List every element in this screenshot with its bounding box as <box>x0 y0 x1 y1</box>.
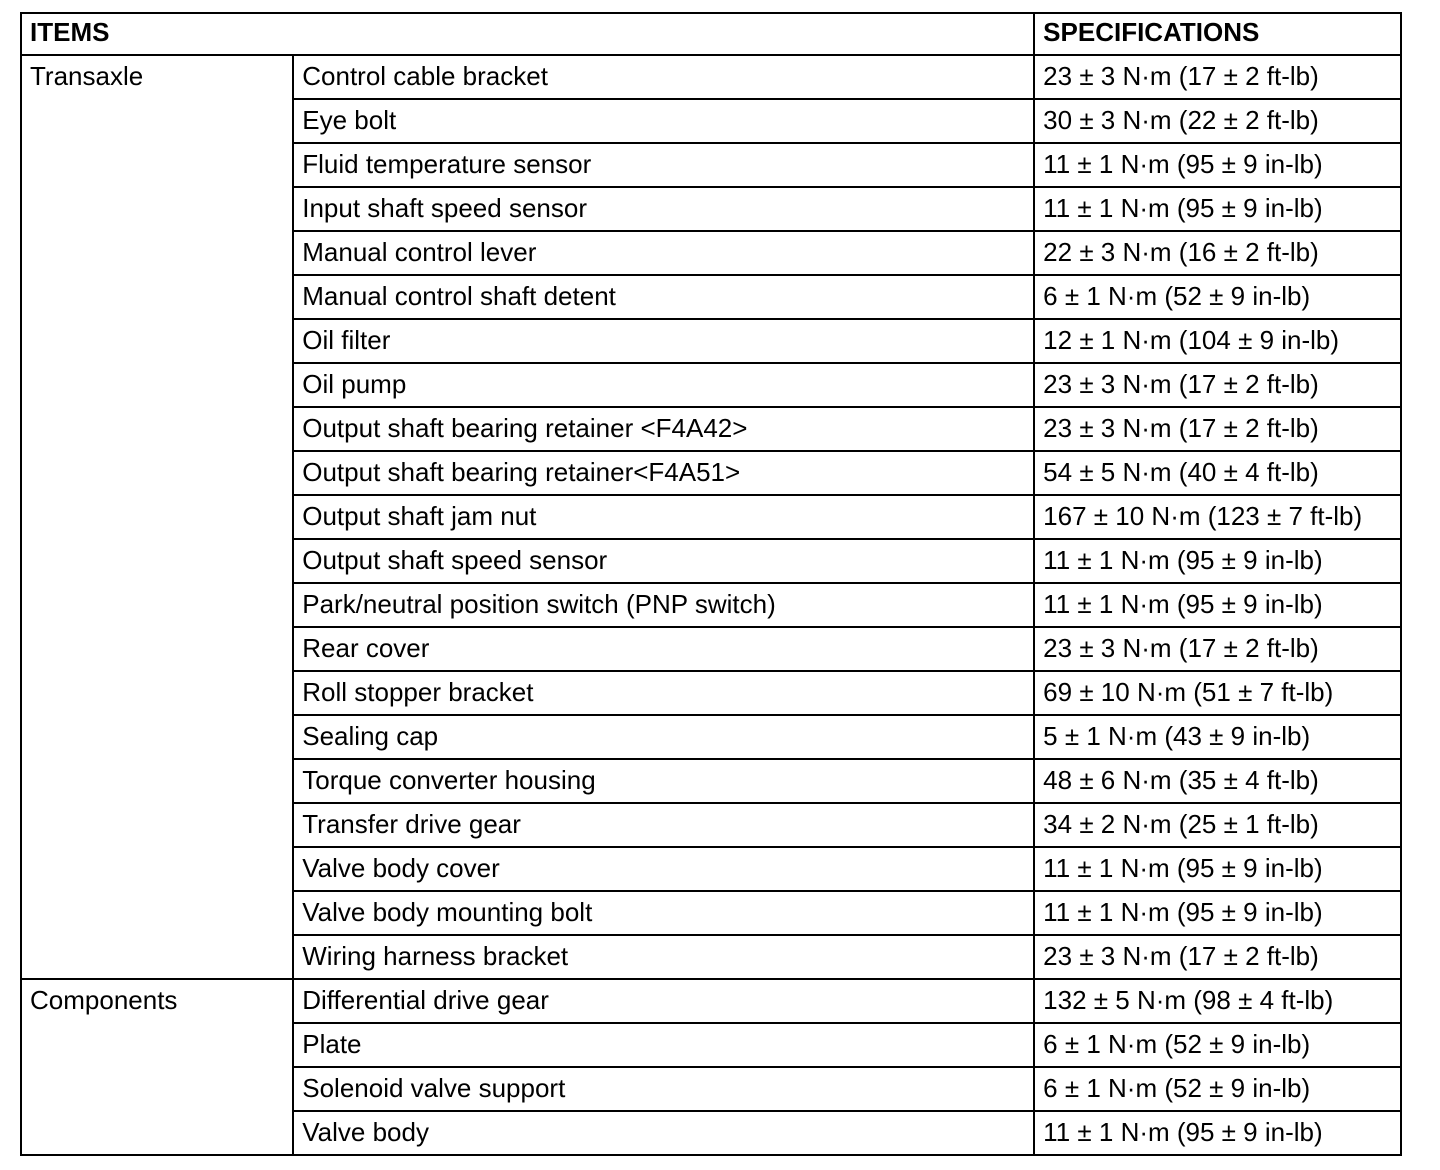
item-cell: Fluid temperature sensor <box>293 143 1034 187</box>
header-row <box>21 13 1401 55</box>
table-body <box>21 55 1401 1155</box>
specifications-header: SPECIFICATIONS <box>1034 13 1401 55</box>
item-cell: Sealing cap <box>293 715 1034 759</box>
spec-cell: 23 ± 3 N·m (17 ± 2 ft-lb) <box>1034 55 1401 99</box>
item-cell: Plate <box>293 1023 1034 1067</box>
spec-cell: 11 ± 1 N·m (95 ± 9 in-lb) <box>1034 1111 1401 1155</box>
spec-cell: 69 ± 10 N·m (51 ± 7 ft-lb) <box>1034 671 1401 715</box>
item-cell: Transfer drive gear <box>293 803 1034 847</box>
spec-cell: 48 ± 6 N·m (35 ± 4 ft-lb) <box>1034 759 1401 803</box>
spec-cell: 6 ± 1 N·m (52 ± 9 in-lb) <box>1034 1023 1401 1067</box>
item-cell: Valve body <box>293 1111 1034 1155</box>
spec-cell: 167 ± 10 N·m (123 ± 7 ft-lb) <box>1034 495 1401 539</box>
spec-cell: 23 ± 3 N·m (17 ± 2 ft-lb) <box>1034 627 1401 671</box>
spec-cell: 23 ± 3 N·m (17 ± 2 ft-lb) <box>1034 407 1401 451</box>
item-cell: Output shaft bearing retainer<F4A51> <box>293 451 1034 495</box>
spec-cell: 54 ± 5 N·m (40 ± 4 ft-lb) <box>1034 451 1401 495</box>
spec-cell: 6 ± 1 N·m (52 ± 9 in-lb) <box>1034 275 1401 319</box>
spec-cell: 11 ± 1 N·m (95 ± 9 in-lb) <box>1034 583 1401 627</box>
group-cell: Components <box>21 979 293 1155</box>
item-cell: Control cable bracket <box>293 55 1034 99</box>
item-cell: Roll stopper bracket <box>293 671 1034 715</box>
spec-cell: 11 ± 1 N·m (95 ± 9 in-lb) <box>1034 891 1401 935</box>
item-cell: Output shaft jam nut <box>293 495 1034 539</box>
item-cell: Eye bolt <box>293 99 1034 143</box>
item-cell: Torque converter housing <box>293 759 1034 803</box>
item-cell: Solenoid valve support <box>293 1067 1034 1111</box>
item-cell: Input shaft speed sensor <box>293 187 1034 231</box>
spec-cell: 11 ± 1 N·m (95 ± 9 in-lb) <box>1034 539 1401 583</box>
spec-cell: 30 ± 3 N·m (22 ± 2 ft-lb) <box>1034 99 1401 143</box>
spec-cell: 23 ± 3 N·m (17 ± 2 ft-lb) <box>1034 363 1401 407</box>
item-cell: Oil filter <box>293 319 1034 363</box>
spec-cell: 23 ± 3 N·m (17 ± 2 ft-lb) <box>1034 935 1401 979</box>
spec-cell: 5 ± 1 N·m (43 ± 9 in-lb) <box>1034 715 1401 759</box>
item-cell: Wiring harness bracket <box>293 935 1034 979</box>
table-row <box>21 55 1401 99</box>
table-row <box>21 979 1401 1023</box>
item-cell: Manual control shaft detent <box>293 275 1034 319</box>
item-cell: Valve body cover <box>293 847 1034 891</box>
items-header: ITEMS <box>21 13 1034 55</box>
item-cell: Rear cover <box>293 627 1034 671</box>
spec-cell: 132 ± 5 N·m (98 ± 4 ft-lb) <box>1034 979 1401 1023</box>
item-cell: Oil pump <box>293 363 1034 407</box>
spec-cell: 6 ± 1 N·m (52 ± 9 in-lb) <box>1034 1067 1401 1111</box>
spec-cell: 11 ± 1 N·m (95 ± 9 in-lb) <box>1034 187 1401 231</box>
item-cell: Output shaft speed sensor <box>293 539 1034 583</box>
spec-cell: 11 ± 1 N·m (95 ± 9 in-lb) <box>1034 143 1401 187</box>
item-cell: Output shaft bearing retainer <F4A42> <box>293 407 1034 451</box>
item-cell: Park/neutral position switch (PNP switch) <box>293 583 1034 627</box>
item-cell: Differential drive gear <box>293 979 1034 1023</box>
group-cell: Transaxle <box>21 55 293 979</box>
spec-cell: 12 ± 1 N·m (104 ± 9 in-lb) <box>1034 319 1401 363</box>
torque-spec-table <box>20 12 1402 1156</box>
item-cell: Valve body mounting bolt <box>293 891 1034 935</box>
spec-cell: 22 ± 3 N·m (16 ± 2 ft-lb) <box>1034 231 1401 275</box>
spec-cell: 11 ± 1 N·m (95 ± 9 in-lb) <box>1034 847 1401 891</box>
spec-cell: 34 ± 2 N·m (25 ± 1 ft-lb) <box>1034 803 1401 847</box>
item-cell: Manual control lever <box>293 231 1034 275</box>
